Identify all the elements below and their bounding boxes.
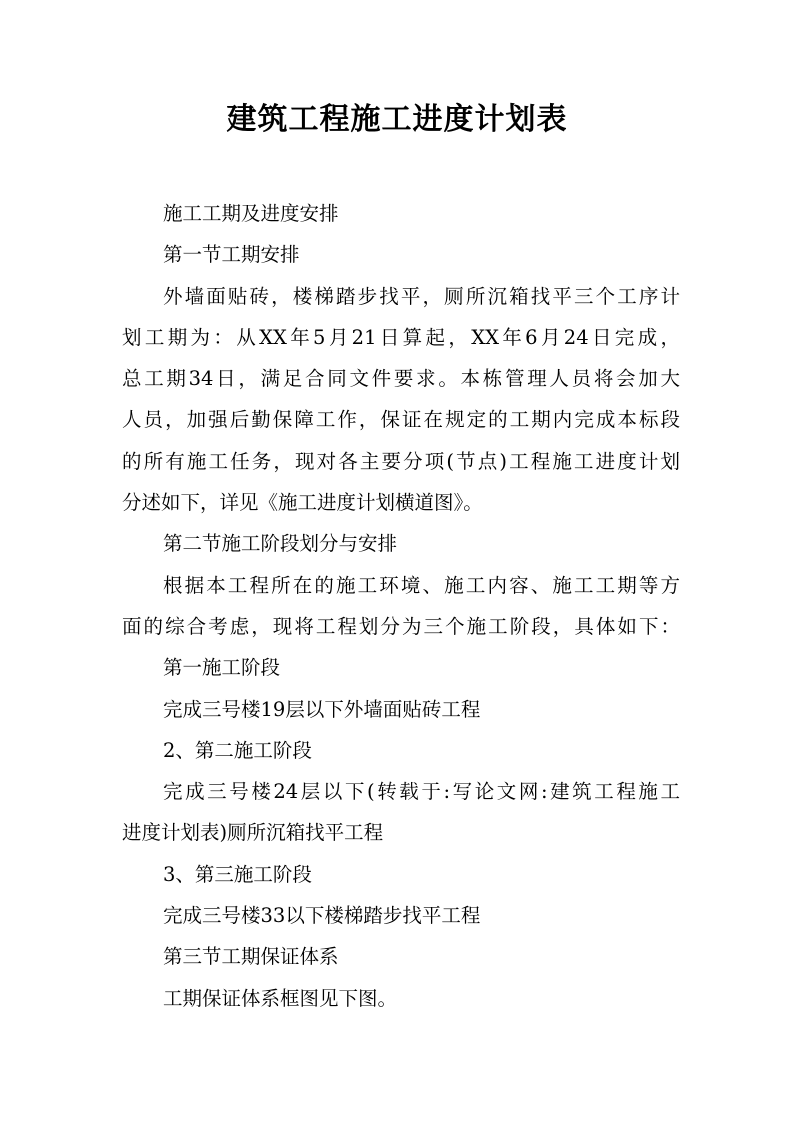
stage-2-heading: 2、第二施工阶段 bbox=[163, 738, 312, 762]
stage-1-text: 完成三号楼19层以下外墙面贴砖工程 bbox=[163, 697, 481, 721]
paragraph-line: 面的综合考虑，现将工程划分为三个施工阶段，具体如下： bbox=[122, 614, 680, 638]
stage-2-text: 完成三号楼24层以下(转载于:写论文网:建筑工程施工 bbox=[163, 780, 680, 804]
section-3-heading: 第三节工期保证体系 bbox=[163, 945, 339, 969]
paragraph-line: 分述如下，详见《施工进度计划横道图》。 bbox=[122, 491, 483, 515]
paragraph-line: 外墙面贴砖，楼梯踏步找平，厕所沉箱找平三个工序计 bbox=[163, 284, 680, 308]
paragraph-line: 根据本工程所在的施工环境、施工内容、施工工期等方 bbox=[163, 573, 680, 597]
stage-2-text-continued: 进度计划表)厕所沉箱找平工程 bbox=[122, 821, 384, 845]
paragraph-line: 的所有施工任务，现对各主要分项(节点)工程施工进度计划 bbox=[122, 449, 680, 473]
stage-3-heading: 3、第三施工阶段 bbox=[163, 862, 312, 886]
stage-3-text: 完成三号楼33以下楼梯踏步找平工程 bbox=[163, 904, 481, 928]
paragraph-line: 工期保证体系框图见下图。 bbox=[163, 986, 398, 1010]
section-2-heading: 第二节施工阶段划分与安排 bbox=[163, 532, 398, 556]
paragraph-line: 划工期为：从XX年5月21日算起，XX年6月24日完成， bbox=[122, 325, 680, 349]
document-title: 建筑工程施工进度计划表 bbox=[226, 102, 568, 137]
document-body bbox=[122, 193, 680, 1019]
paragraph-line: 人员，加强后勤保障工作，保证在规定的工期内完成本标段 bbox=[122, 408, 680, 432]
section-1-heading: 第一节工期安排 bbox=[163, 243, 300, 267]
stage-1-heading: 第一施工阶段 bbox=[163, 656, 281, 680]
paragraph-line: 总工期34日，满足合同文件要求。本栋管理人员将会加大 bbox=[122, 367, 680, 391]
heading-schedule: 施工工期及进度安排 bbox=[163, 202, 339, 225]
